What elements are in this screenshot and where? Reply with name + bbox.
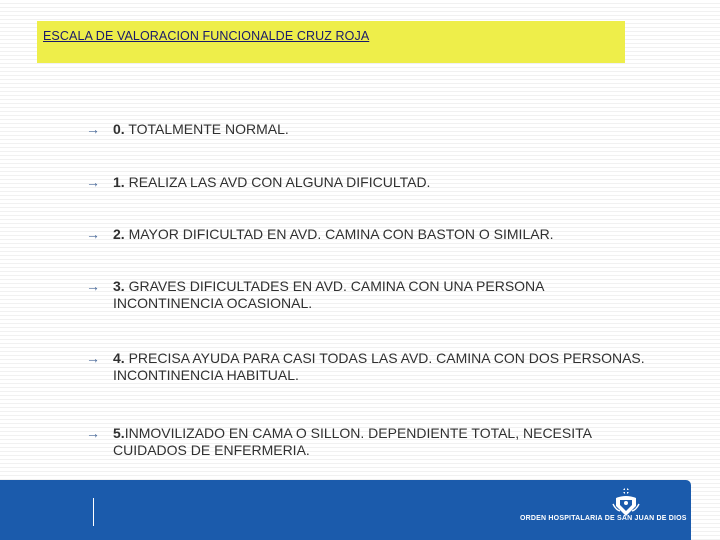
item-number: 1.	[113, 174, 125, 190]
slide-title: ESCALA DE VALORACION FUNCIONALDE CRUZ ROJA	[43, 29, 370, 43]
list-item	[86, 121, 696, 138]
item-text: PRECISA AYUDA PARA CASI TODAS LAS AVD. CAMINA CON DOS PERSONAS. INCONTINENCIA HABITUAL.	[113, 350, 645, 383]
footer-band	[0, 480, 691, 540]
item-text: GRAVES DIFICULTADES EN AVD. CAMINA CON UNA PERSONA INCONTINENCIA OCASIONAL.	[113, 278, 544, 311]
footer-divider	[93, 498, 94, 526]
item-text: MAYOR DIFICULTAD EN AVD. CAMINA CON BASTON O SIMILAR.	[124, 226, 554, 242]
arrow-icon: →	[86, 174, 100, 190]
item-number: 3.	[113, 278, 125, 294]
list-item	[86, 174, 696, 191]
item-text: INMOVILIZADO EN CAMA O SILLON. DEPENDIENTE TOTAL, NECESITA CUIDADOS DE ENFERMERIA.	[113, 425, 592, 458]
arrow-icon: →	[86, 121, 100, 137]
item-text: REALIZA LAS AVD CON ALGUNA DIFICULTAD.	[124, 174, 431, 190]
arrow-icon: →	[86, 425, 100, 441]
item-number: 4.	[113, 350, 125, 366]
arrow-icon: →	[86, 226, 100, 242]
list-item	[86, 350, 696, 384]
list-item	[86, 278, 586, 312]
arrow-icon: →	[86, 278, 100, 294]
order-name: ORDEN HOSPITALARIA DE SAN JUAN DE DIOS	[520, 515, 687, 522]
item-number: 5.	[113, 425, 125, 441]
item-number: 0.	[113, 121, 125, 137]
item-number: 2.	[113, 226, 125, 242]
list-item	[86, 425, 636, 459]
item-text: TOTALMENTE NORMAL.	[124, 121, 289, 137]
list-item	[86, 226, 696, 243]
arrow-icon: →	[86, 350, 100, 366]
